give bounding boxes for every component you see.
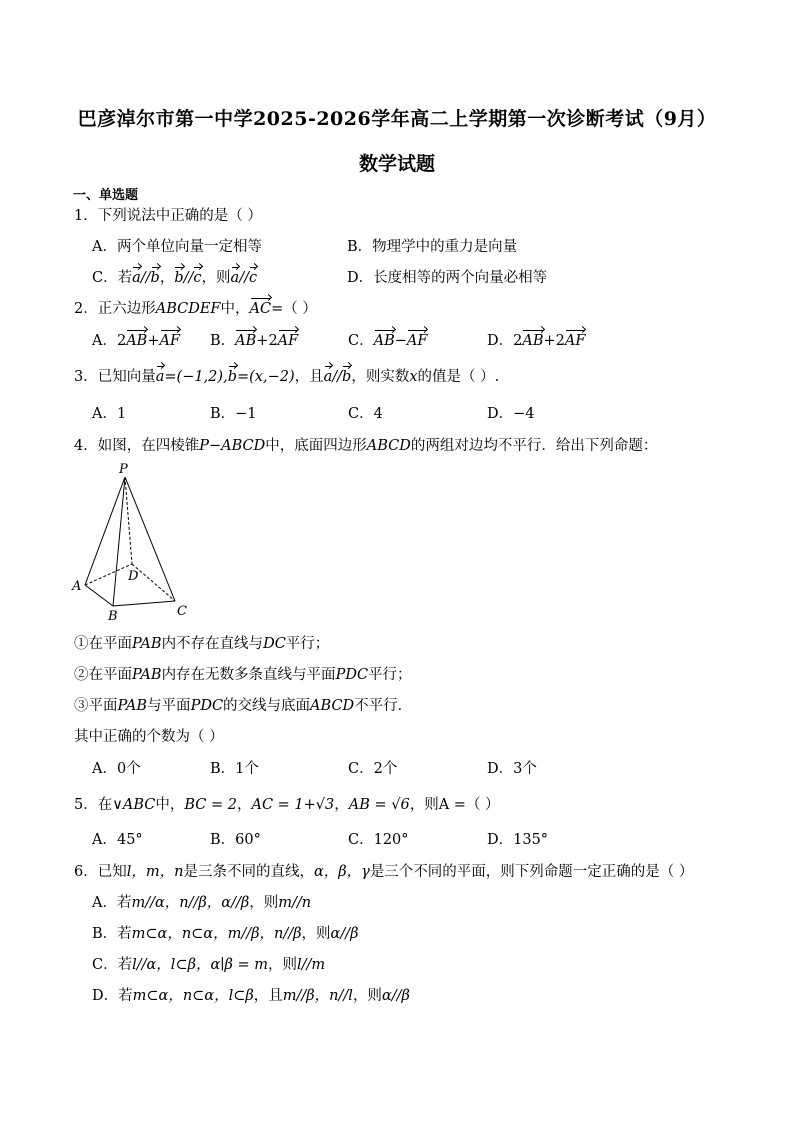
- math-expression: l//m: [297, 957, 326, 973]
- question-1-stem: 1．下列说法中正确的是（ ）: [74, 208, 262, 224]
- math-expression: DC: [263, 636, 286, 652]
- math-expression: l，m，n: [126, 864, 184, 880]
- question-2-option-a: [92, 332, 180, 350]
- vector-a: a: [155, 369, 165, 385]
- math-expression: PAB: [132, 636, 162, 652]
- statement-text: ②在平面: [74, 667, 132, 683]
- question-4-option-b: B．1个: [210, 761, 259, 777]
- stem-text: ，: [334, 797, 349, 813]
- option-prefix: D．若: [92, 988, 133, 1004]
- question-5-stem: [74, 796, 500, 814]
- math-expression: ABCD: [310, 698, 355, 714]
- math-variable: x: [409, 369, 418, 385]
- question-4-statement-1: [74, 635, 329, 653]
- stem-text: 中，: [220, 301, 250, 317]
- stem-text: 中，: [155, 797, 185, 813]
- vector-a: a: [230, 270, 240, 286]
- stem-text: 是三个不同的平面，则下列命题一定正确的是（ ）: [369, 864, 694, 880]
- edge-pa: [85, 477, 125, 585]
- parallel-symbol: //: [332, 369, 343, 385]
- math-expression: m//β，n//l: [282, 988, 353, 1004]
- statement-text: 内存在无数多条直线与平面: [161, 667, 336, 683]
- operator: +: [147, 333, 160, 349]
- vector-af: AF: [159, 333, 181, 349]
- statement-text: 平行；: [285, 636, 330, 652]
- vector-ab: AB: [522, 333, 544, 349]
- math-expression: P−ABCD: [199, 438, 266, 454]
- parallel-symbol: //: [239, 270, 249, 286]
- parallel-symbol: //: [183, 270, 194, 286]
- question-4-option-a: A．0个: [92, 761, 141, 777]
- statement-text: ③平面: [74, 698, 118, 714]
- vector-ac: AC: [249, 301, 272, 317]
- stem-text: ，则A =（ ）: [409, 797, 500, 813]
- math-expression: l//α，l⊂β，α∣β = m: [132, 957, 268, 973]
- question-6-option-b: [92, 925, 358, 943]
- vector-b: b: [150, 270, 160, 286]
- stem-text: ，则实数: [351, 369, 410, 385]
- question-4-statement-2: [74, 666, 412, 684]
- question-2-option-b: [210, 332, 298, 350]
- option-text: ，则: [301, 926, 331, 942]
- math-expression: AB = √6: [348, 797, 410, 813]
- question-3-option-b: B．−1: [210, 406, 257, 422]
- vertex-label-p: P: [119, 462, 128, 477]
- vector-ab: AB: [126, 333, 148, 349]
- question-5-option-d: D．135°: [487, 832, 549, 848]
- exam-title: 巴彦淖尔市第一中学2025-2026学年高二上学期第一次诊断考试（9月）: [77, 108, 717, 130]
- vector-b: b: [174, 270, 184, 286]
- question-1-option-c: [92, 269, 257, 287]
- then-text: ，则: [201, 270, 231, 286]
- option-prefix: B．若: [92, 926, 132, 942]
- option-text: ，则: [249, 895, 279, 911]
- stem-text: 中，底面四边形: [265, 438, 367, 454]
- question-3-option-a: A．1: [92, 406, 127, 422]
- vector-a: a: [132, 270, 141, 286]
- stem-text: 3．已知向量: [74, 369, 156, 385]
- question-6-option-d: [92, 987, 410, 1005]
- question-4-statement-3: [74, 697, 412, 715]
- vertex-label-b: B: [108, 609, 118, 622]
- edge-pb: [113, 477, 125, 606]
- question-1-option-a: A．两个单位向量一定相等: [92, 239, 262, 255]
- option-c-prefix: C．若: [92, 270, 133, 286]
- vector-ab: AB: [373, 333, 395, 349]
- stem-text: =（ ）: [271, 301, 317, 317]
- question-4-stem: [74, 437, 657, 455]
- question-4-option-d: D．3个: [487, 761, 537, 777]
- stem-text: 4．如图，在四棱锥: [74, 438, 200, 454]
- stem-text: ，且: [294, 369, 324, 385]
- question-3-stem: [74, 368, 499, 386]
- operator: +2: [543, 333, 565, 349]
- operator: −: [394, 333, 407, 349]
- parallel-symbol: //: [140, 270, 151, 286]
- edge-dc: [132, 564, 175, 601]
- math-expression: m//n: [278, 895, 312, 911]
- math-expression: α，β，γ: [313, 864, 370, 880]
- option-prefix: A．若: [92, 895, 132, 911]
- option-prefix: C．若: [92, 957, 133, 973]
- math-expression: ABCD: [366, 438, 411, 454]
- section-heading: 一、单选题: [73, 188, 139, 203]
- option-text: ，且: [253, 988, 283, 1004]
- math-expression: ABCDEF: [155, 301, 221, 317]
- vertex-label-c: C: [177, 604, 187, 619]
- question-4-ask: 其中正确的个数为（ ）: [74, 729, 224, 745]
- question-3-option-c: C．4: [348, 406, 383, 422]
- vector-c: c: [248, 270, 258, 286]
- operator: +2: [256, 333, 278, 349]
- question-4-option-c: C．2个: [348, 761, 398, 777]
- option-prefix: C．: [348, 333, 374, 349]
- vector-ab: AB: [235, 333, 257, 349]
- option-text: ，则: [352, 988, 382, 1004]
- vector-a: a: [323, 369, 333, 385]
- math-expression: PDC: [190, 698, 224, 714]
- edge-bc: [113, 601, 175, 606]
- separator: ，: [159, 270, 175, 286]
- math-expression: PAB: [117, 698, 148, 714]
- math-expression: AC = 1+√3: [251, 797, 335, 813]
- stem-text: 6．已知: [74, 864, 127, 880]
- stem-text: 2．正六边形: [74, 301, 156, 317]
- question-3-option-d: D．−4: [487, 406, 535, 422]
- vector-b: b: [227, 369, 237, 385]
- vector-af: AF: [406, 333, 428, 349]
- math-expression: =(−1,2),: [164, 369, 228, 385]
- math-expression: BC = 2: [184, 797, 237, 813]
- question-2-option-c: [348, 332, 427, 350]
- question-5-option-a: A．45°: [92, 832, 143, 848]
- math-expression: m⊂α，n⊂α，l⊂β: [132, 988, 254, 1004]
- option-prefix: B．: [210, 333, 236, 349]
- math-expression: PAB: [132, 667, 162, 683]
- stem-text: 的两组对边均不平行．给出下列命题：: [410, 438, 658, 454]
- statement-text: 与平面: [147, 698, 191, 714]
- stem-text: 是三条不同的直线，: [183, 864, 314, 880]
- question-2-stem: [74, 300, 317, 318]
- vector-b: b: [342, 369, 352, 385]
- pyramid-figure: [70, 460, 200, 622]
- math-expression: =(x,−2): [236, 369, 295, 385]
- question-1-option-b: B．物理学中的重力是向量: [347, 239, 518, 255]
- exam-subtitle: 数学试题: [358, 153, 435, 175]
- vector-af: AF: [564, 333, 586, 349]
- option-prefix: A．2: [92, 333, 127, 349]
- stem-text: ，: [236, 797, 252, 813]
- question-6-option-a: [92, 894, 311, 912]
- math-expression: α//β: [381, 988, 410, 1004]
- math-expression: m⊂α，n⊂α，m//β，n//β: [131, 926, 302, 942]
- statement-text: 平行；: [368, 667, 412, 683]
- option-text: ，则: [268, 957, 297, 973]
- statement-text: 内不存在直线与: [161, 636, 264, 652]
- vector-c: c: [193, 270, 202, 286]
- question-2-option-d: [487, 332, 585, 350]
- vertex-label-d: D: [128, 569, 139, 584]
- stem-text: 的值是（ ）.: [417, 369, 500, 385]
- math-expression: PDC: [335, 667, 369, 683]
- statement-text: 不平行．: [354, 698, 413, 714]
- option-prefix: D．2: [487, 333, 523, 349]
- question-5-option-c: C．120°: [348, 832, 409, 848]
- math-expression: m//α，n//β，α//β: [131, 895, 250, 911]
- math-expression: α//β: [330, 926, 359, 942]
- vector-af: AF: [277, 333, 299, 349]
- edge-pd: [125, 477, 132, 564]
- question-6-option-c: [92, 956, 325, 974]
- question-5-option-b: B．60°: [210, 832, 261, 848]
- question-1-option-d: D．长度相等的两个向量必相等: [347, 270, 548, 286]
- stem-text: 5．在: [74, 797, 113, 813]
- vertex-label-a: A: [72, 579, 82, 594]
- statement-text: ①在平面: [74, 636, 132, 652]
- question-6-stem: [74, 863, 693, 881]
- edge-ab: [85, 585, 113, 606]
- statement-text: 的交线与底面: [223, 698, 311, 714]
- math-expression: ∨ABC: [112, 797, 156, 813]
